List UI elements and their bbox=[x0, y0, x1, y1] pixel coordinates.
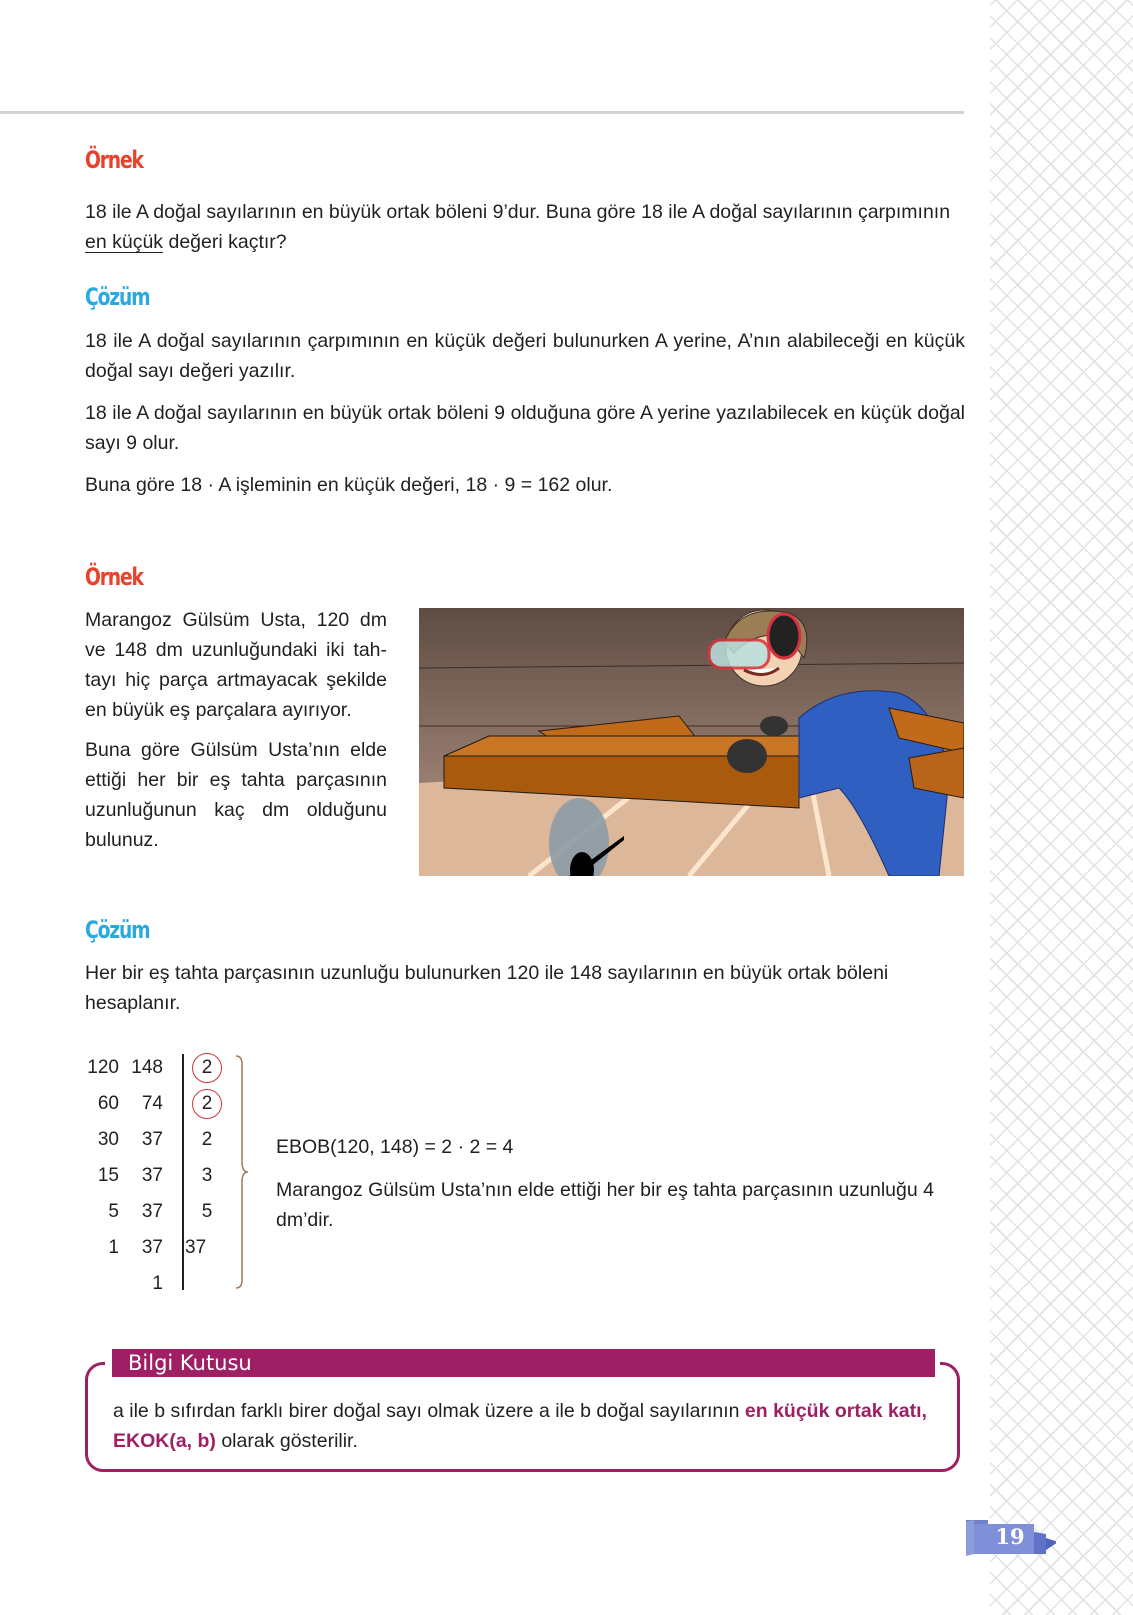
right-brace-icon bbox=[232, 1054, 252, 1290]
highlight-notation: EKOK(a, b) bbox=[113, 1430, 216, 1452]
example-question-2a: Marangoz Gülsüm Usta, 120 dm ve 148 dm uzunluğundaki iki tah-tayı hiç parça artmayacak şekilde en büyük eş parçalara ayırıyor. bbox=[85, 609, 387, 721]
example-heading-1: Örnek bbox=[85, 146, 143, 174]
solution-conclusion: Marangoz Gülsüm Usta’nın elde ettiği her bir eş tahta parçasının uzunluğu 4 dm’dir. bbox=[276, 1179, 934, 1231]
circled-common-divisor: 2 bbox=[192, 1053, 222, 1083]
ebob-result: EBOB(120, 148) = 2 · 2 = 4 bbox=[276, 1136, 514, 1158]
circled-common-divisor: 2 bbox=[192, 1089, 222, 1119]
highlight-term: en küçük ortak katı, bbox=[744, 1400, 927, 1422]
carpenter-illustration bbox=[419, 608, 964, 876]
solution-paragraph-3: Buna göre 18 · A işleminin en küçük değeri, 18 · 9 = 162 olur. bbox=[85, 474, 613, 496]
example-question-2b: Buna göre Gülsüm Usta’nın elde ettiği her bir eş tahta parçasının uzunluğunun kaç dm olduğunu bulunuz. bbox=[85, 739, 387, 851]
page-number: 19 bbox=[995, 1524, 1025, 1549]
decorative-side-pattern bbox=[990, 0, 1133, 1615]
solution-heading-2: Çözüm bbox=[85, 916, 150, 944]
header-divider bbox=[0, 111, 964, 114]
solution-heading-1: Çözüm bbox=[85, 283, 150, 311]
solution-paragraph-2: 18 ile A doğal sayılarının en büyük ortak böleni 9 olduğuna göre A yerine yazılabilecek en küçük doğal sayı 9 olur. bbox=[85, 402, 965, 454]
example-question-1: 18 ile A doğal sayılarının en büyük ortak böleni 9’dur. Buna göre 18 ile A doğal sayılarının çarpımının en küçük değeri kaçtır? bbox=[85, 201, 951, 253]
divider-line bbox=[182, 1054, 184, 1290]
info-box-text: a ile b sıfırdan farklı birer doğal sayı olmak üzere a ile b doğal sayılarının en küçük ortak katı, EKOK(a, b) olarak gösterilir. bbox=[113, 1400, 927, 1452]
solution-paragraph-1: 18 ile A doğal sayılarının çarpımının en küçük değeri bulunurken A yerine, A’nın alabileceği en küçük doğal sayı değeri yazılır. bbox=[85, 330, 965, 382]
solution-intro: Her bir eş tahta parçasının uzunluğu bulunurken 120 ile 148 sayılarının en büyük ortak böleni hesaplanır. bbox=[85, 962, 889, 1014]
underlined-phrase: en küçük bbox=[85, 231, 164, 253]
info-box-title: Bilgi Kutusu bbox=[112, 1349, 935, 1377]
example-heading-2: Örnek bbox=[85, 563, 143, 591]
